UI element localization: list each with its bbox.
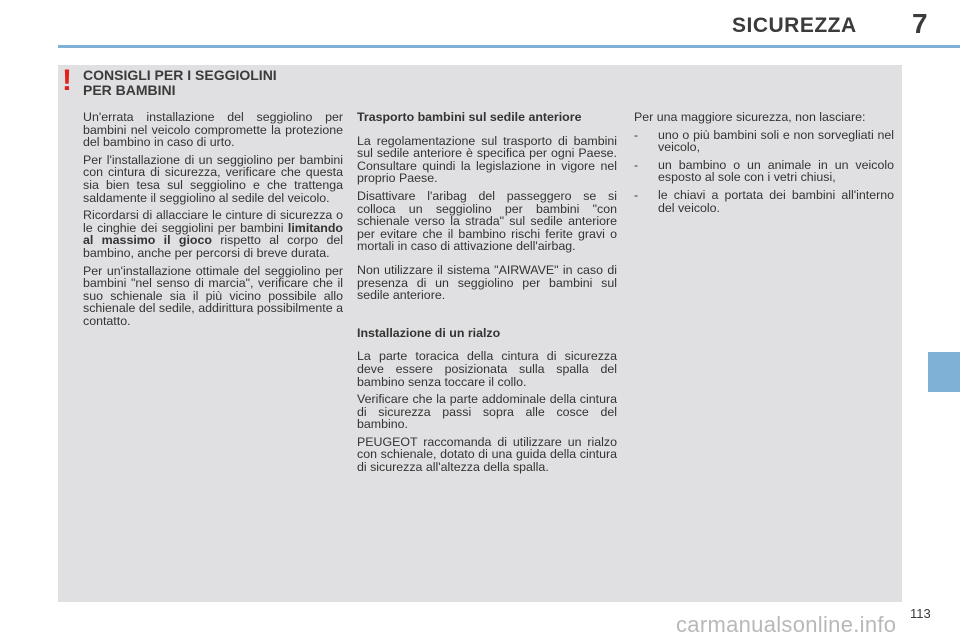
paragraph: Per l'installazione di un seggiolino per bambini con cintura di sicurezza, verificare che questa sia bien tesa sul seggiolino e che trattenga saldamente il seggiolino al sedile del veicolo. bbox=[83, 152, 343, 205]
paragraph-text: Ricordarsi di allacciare le cinture di sicurezza o le cinghie dei seggiolini per bambini bbox=[83, 208, 343, 235]
section-title-line-1: CONSIGLI PER I SEGGIOLINI bbox=[83, 67, 277, 83]
paragraph: La parte toracica della cintura di sicurezza deve essere posizionata sulla spalla del bambino senza toccare il collo. bbox=[357, 349, 617, 389]
paragraph: Per una maggiore sicurezza, non lasciare: bbox=[634, 110, 866, 124]
chapter-side-tab bbox=[928, 352, 960, 392]
list-item bbox=[634, 159, 894, 184]
paragraph: La regolamentazione sul trasporto di bambini sul sedile anteriore è specifica per ogni Paese. Consultare quindi la legislazione in vigore nel proprio Paese. bbox=[357, 133, 617, 186]
paragraph: Disattivare l'aribag del passeggero se si colloca un seggiolino per bambini "con schienale verso la strada" sul sedile anteriore per evitare che il bambino rischi ferite gravi o mortali in caso di attivazione dell'airbag. bbox=[357, 188, 617, 254]
subheading-front-seat: Trasporto bambini sul sedile anteriore bbox=[357, 110, 582, 124]
paragraph: Verificare che la parte addominale della cintura di sicurezza passi sopra alle cosce del bambino. bbox=[357, 392, 617, 432]
paragraph bbox=[83, 209, 343, 259]
text-column-1 bbox=[83, 111, 343, 333]
text-column-3 bbox=[634, 111, 894, 219]
list-item bbox=[634, 129, 894, 154]
paragraph: Per un'installazione ottimale del seggiolino per bambini "nel senso di marcia", verificare che il suo schienale sia il più vicino possibile allo schienale del sedile, addirittura possibilmente a contatto. bbox=[83, 263, 343, 328]
list-item-text: le chiavi a portata dei bambini all'interno del veicolo. bbox=[658, 187, 894, 215]
section-title-line-2: PER BAMBINI bbox=[83, 82, 176, 98]
subheading-booster: Installazione di un rialzo bbox=[357, 325, 501, 340]
text-column-2 bbox=[357, 111, 617, 479]
paragraph: Non utilizzare il sistema "AIRWAVE" in caso di presenza di un seggiolino per bambini sul sedile anteriore. bbox=[357, 262, 617, 303]
list-item bbox=[634, 189, 894, 214]
paragraph-text: rispetto al corpo del bambino, anche per percorsi di breve durata. bbox=[83, 233, 344, 260]
emphasis-text: limitando al massimo il gioco bbox=[83, 220, 343, 248]
chapter-title: SICUREZZA bbox=[732, 14, 857, 37]
exclamation-warning-icon: ! bbox=[62, 64, 72, 97]
list-item-text: un bambino o un animale in un veicolo esposto al sole con i vetri chiusi, bbox=[658, 157, 894, 185]
page-number: 113 bbox=[910, 606, 931, 621]
list-item-text: uno o più bambini soli e non sorvegliati nel veicolo, bbox=[658, 127, 894, 155]
paragraph: PEUGEOT raccomanda di utilizzare un rialzo con schienale, dotato di una guida della cintura di sicurezza all'altezza della spalla. bbox=[357, 434, 617, 475]
watermark: carmanualsonline.info bbox=[676, 612, 897, 637]
section-title bbox=[83, 68, 343, 98]
header-divider bbox=[58, 45, 960, 48]
paragraph: Un'errata installazione del seggiolino per bambini nel veicolo compromette la protezione del bambino in caso di urto. bbox=[83, 110, 343, 150]
list-dash: - bbox=[634, 157, 639, 172]
list-dash: - bbox=[634, 127, 639, 142]
list-dash: - bbox=[634, 187, 639, 202]
chapter-number: 7 bbox=[912, 8, 928, 39]
